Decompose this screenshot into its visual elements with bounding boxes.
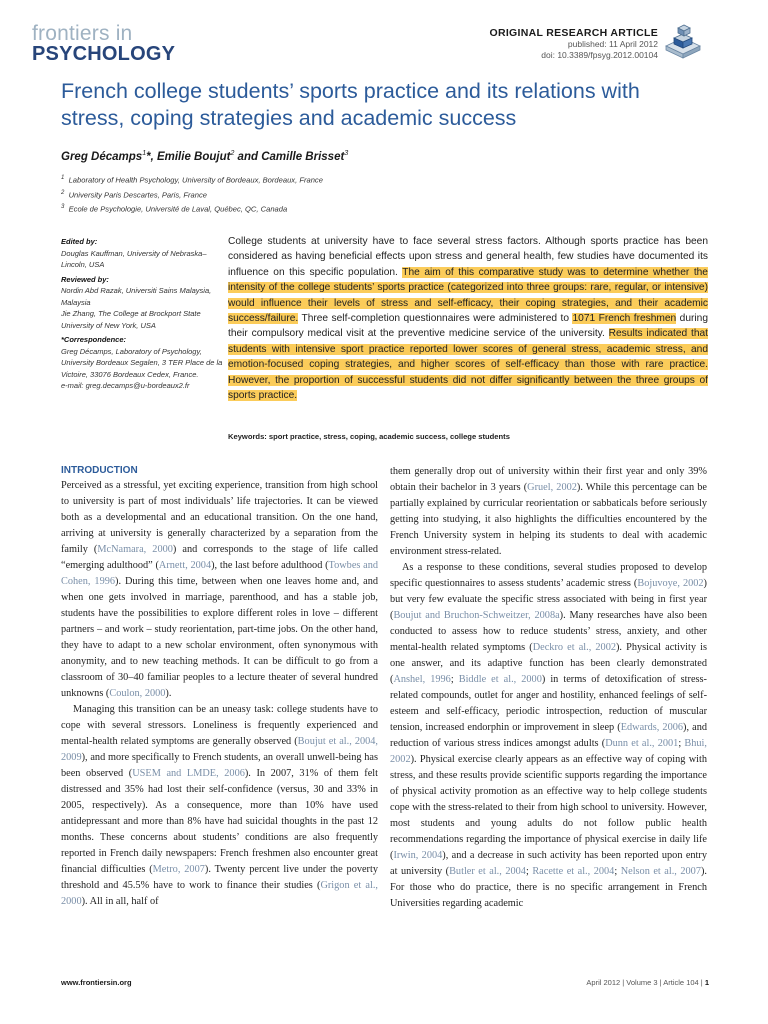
journal-logo-bottom: PSYCHOLOGY: [32, 43, 176, 65]
citation-separator: ;: [678, 738, 685, 749]
body-text: ), the last before adulthood (: [211, 560, 329, 571]
citation-separator: ;: [614, 866, 621, 877]
footer-issue-text: April 2012 | Volume 3 | Article 104 |: [586, 978, 705, 987]
reviewer-text: Nordin Abd Razak, Universiti Sains Malaysia, Malaysia: [61, 286, 212, 307]
affiliations: [61, 172, 323, 216]
reviewed-by-label: Reviewed by:: [61, 274, 109, 284]
article-title: French college students’ sports practice and its relations with stress, coping strategies and academic success: [61, 79, 640, 130]
body-paragraph: [61, 478, 378, 702]
affiliation-number: 1: [61, 175, 65, 181]
body-paragraph: [390, 464, 707, 560]
citation-link[interactable]: Grigon et al., 2000: [61, 880, 378, 907]
correspondence-text: Greg Décamps, Laboratory of Psychology, University Bordeaux Segalen, 3 TER Place de la Victoire, 33076 Bordeaux Cedex, France.: [61, 346, 223, 379]
article-type: ORIGINAL RESEARCH ARTICLE: [489, 27, 658, 39]
footer-site-link[interactable]: www.frontiersin.org: [61, 978, 132, 987]
body-text: ). Physical activity is one answer, and its adaptive function has been clearly demonstrated (: [390, 642, 707, 685]
citation-link[interactable]: McNamara, 2000: [97, 544, 173, 555]
body-text: ) in terms of detoxification of stress-related compounds, outlet for anger and hostility, enhanced feelings of self-esteem and self-efficacy, periodic introspection, reduction of muscular tension, increased endorphin or improvement in sleep (: [390, 674, 707, 733]
body-paragraph: [61, 702, 378, 910]
body-text: ). Many researches have also been conducted to assess how to reduce students’ stress, anxiety, and other mental-health related symptoms (: [390, 610, 707, 653]
affiliation-item: [61, 172, 323, 187]
body-text: ). During this time, between when one leaves home and, and when one gets involved in marriage, parenthood, and has a stable job, students have the possibilities to explore different roles in love – different partners – and work – study reorientation, part-time jobs. On the other hand, they have to adapt to a new scholar environment, often synonymous with anonymity, and to new teaching methods. It can be difficult to go from a classroom of 30–40 familiar peoples to a lecture theater of several hundred unknowns (: [61, 576, 378, 699]
body-text: ), and more specifically to French students, an overall unwell-being has been observed (: [61, 752, 378, 779]
body-text: ), and reduction of various stress indices amongst adults (: [390, 722, 707, 749]
affiliation-number: 3: [61, 204, 65, 211]
citation-link[interactable]: Irwin, 2004: [393, 850, 443, 861]
author-name[interactable]: Camille Brisset: [261, 150, 345, 163]
affiliation-text: University Paris Descartes, Paris, France: [68, 190, 207, 200]
affiliation-number: 2: [61, 189, 65, 196]
body-paragraph: [390, 560, 707, 912]
author-list: [61, 150, 348, 163]
affiliation-item: [61, 187, 323, 202]
citation-link[interactable]: Arnett, 2004: [158, 560, 212, 571]
body-column-left: [61, 464, 378, 910]
body-text: ) and corresponds to the stage of life called “emerging adulthood” (: [61, 544, 378, 571]
abstract-highlight[interactable]: The aim of this comparative study was to determine whether the intensity of the college students’ sports practice (categorized into three groups: rare, regular, or intensive) would influence their levels of stress and self-efficacy, their coping strategies, and their academic success/failure.: [228, 266, 708, 325]
citation-link[interactable]: Metro, 2007: [152, 864, 205, 875]
body-text: ). All in all, half of: [81, 896, 159, 907]
citation-link[interactable]: Boujut et al., 2004, 2009: [61, 736, 378, 763]
citation-separator: ;: [525, 866, 533, 877]
section-heading: INTRODUCTION: [61, 465, 138, 476]
affiliation-item: [61, 201, 323, 216]
page-number: 1: [704, 978, 709, 987]
abstract-text: Three self-completion questionnaires were administered to: [298, 313, 573, 325]
body-text: ). For those who do practice, there is no specific arrangement in French Universities regarding academic: [390, 866, 707, 909]
editorial-sidebar: [61, 236, 226, 392]
journal-logo[interactable]: [32, 24, 175, 65]
abstract-text: during their compulsory medical visit at the preventive medicine service of the university.: [228, 313, 709, 340]
abstract: [228, 234, 708, 403]
citation-link[interactable]: Gruel, 2002: [527, 482, 577, 493]
affiliation-marker: 1: [142, 150, 147, 157]
citation-link[interactable]: Biddle et al., 2000: [458, 674, 542, 685]
abstract-text: College students at university have to face several stress factors. Although sports practice has been considered as having beneficial effects upon stress and general health, few studies have documented its influence on this specific population.: [228, 236, 708, 278]
citation-link[interactable]: Towbes and Cohen, 1996: [61, 560, 378, 587]
citation-link[interactable]: Anshel, 1996: [393, 674, 451, 685]
body-text: Perceived as a stressful, yet exciting experience, transition from high school to university is part of most individuals’ life trajectories. It can be viewed both as a developmental and an educational transition. On the one hand, arriving at university is generally characterized by a separation from the family (: [61, 480, 378, 555]
citation-link[interactable]: Racette et al., 2004: [532, 866, 615, 877]
edited-by-text: Douglas Kauffman, University of Nebraska–Lincoln, USA: [61, 248, 207, 269]
body-text: Managing this transition can be an uneasy task: college students have to cope with several stressors. Loneliness is frequently experienced and mental-health related symptoms are generally observed (: [61, 704, 378, 747]
body-text: ). Twenty percent live under the poverty threshold and 45.5% have to work to finance their studies (: [61, 864, 378, 891]
footer-issue: [586, 978, 709, 987]
affiliation-text: Ecole de Psychologie, Université de Laval, Québec, QC, Canada: [68, 204, 288, 214]
correspondence-label: *Correspondence:: [61, 335, 127, 344]
reviewer-text: Jie Zhang, The College at Brockport State University of New York, USA: [61, 309, 201, 330]
citation-link[interactable]: Bhui, 2002: [390, 738, 707, 765]
journal-logo-top: frontiers in: [32, 22, 133, 45]
citation-link[interactable]: Nelson et al., 2007: [620, 866, 701, 877]
affiliation-text: Laboratory of Health Psychology, University of Bordeaux, Bordeaux, France: [68, 175, 323, 185]
citation-link[interactable]: USEM and LMDE, 2006: [132, 768, 245, 779]
affiliation-marker: 3: [344, 150, 349, 157]
article-info: [489, 27, 658, 61]
citation-link[interactable]: Dunn et al., 2001: [605, 738, 679, 749]
body-text: ) but very few evaluate the specific stress associated with being in first year (: [390, 578, 707, 621]
edited-by-label: Edited by:: [61, 237, 98, 246]
keywords: Keywords: sport practice, stress, coping, academic success, college students: [228, 432, 510, 441]
body-text: ). In 2007, 31% of them felt distressed and 35% had lost their self-confidence (versus, 30 and 33% in 2005, respectively). As a consequence, more than 10% have used antidepressant and more than 8% have had suicidal thoughts in the past 12 months. These concerns about students’ conditions are also frequently reported in French daily newspapers: French freshmen also encounter great financial difficulties (: [61, 768, 378, 875]
author-separator: and: [234, 150, 262, 163]
body-text: ). While this percentage can be partially explained by curricular reorientation or sabbaticals before seriously getting into studying, it also highlights the difficulties encountered by the French University system in helping its students to deal with academic environment stress-related.: [390, 482, 708, 557]
citation-link[interactable]: Bojuvoye, 2002: [637, 578, 704, 589]
corresponding-marker: *: [146, 150, 151, 163]
abstract-highlight[interactable]: Results indicated that students with intensive sport practice reported lower scores of general stress, academic stress, and emotion-focused coping strategies, and higher scores of self-efficacy than those with rare practice. However, the proportion of successful students did not differ significantly between the three groups of sports practice.: [228, 328, 709, 402]
body-text: ).: [165, 688, 172, 699]
abstract-highlight[interactable]: 1071 French freshmen: [572, 313, 677, 325]
citation-link[interactable]: Coulon, 2000: [109, 688, 166, 699]
published-date: published: 11 April 2012: [567, 39, 658, 49]
author-separator: ,: [150, 150, 157, 163]
body-text: them generally drop out of university within their first year and only 39% obtain their bachelor in 3 years (: [390, 466, 707, 493]
citation-link[interactable]: Butler et al., 2004: [449, 866, 526, 877]
correspondence-email[interactable]: e-mail: greg.decamps@u-bordeaux2.fr: [61, 381, 190, 390]
author-name[interactable]: Emilie Boujut: [156, 150, 231, 163]
citation-link[interactable]: Edwards, 2006: [620, 722, 684, 733]
body-text: As a response to these conditions, several studies proposed to develop specific questionnaires to assess students’ academic stress (: [390, 562, 707, 589]
body-text: ). Physical exercise clearly appears as an effective way of coping with stress, and these results provide scientific supports regarding the importance of physical activity promotion as an effective way to help college students cope with the stress-related to their from high school to university. However, most students and young adults do not follow public health recommendations regarding the importance of physical exercise in daily life (: [390, 754, 707, 861]
body-column-right: [390, 464, 707, 912]
author-name[interactable]: Greg Décamps: [61, 150, 143, 163]
body-text: ), and a decrease in such activity has been reported upon entry at university (: [390, 850, 707, 877]
citation-link[interactable]: Deckro et al., 2002: [532, 642, 616, 653]
doi[interactable]: doi: 10.3389/fpsyg.2012.00104: [541, 50, 658, 60]
journal-cube-icon: [662, 18, 704, 60]
citation-link[interactable]: Boujut and Bruchon-Schweitzer, 2008a: [393, 610, 560, 621]
citation-separator: ;: [450, 674, 459, 685]
affiliation-marker: 2: [230, 150, 235, 157]
